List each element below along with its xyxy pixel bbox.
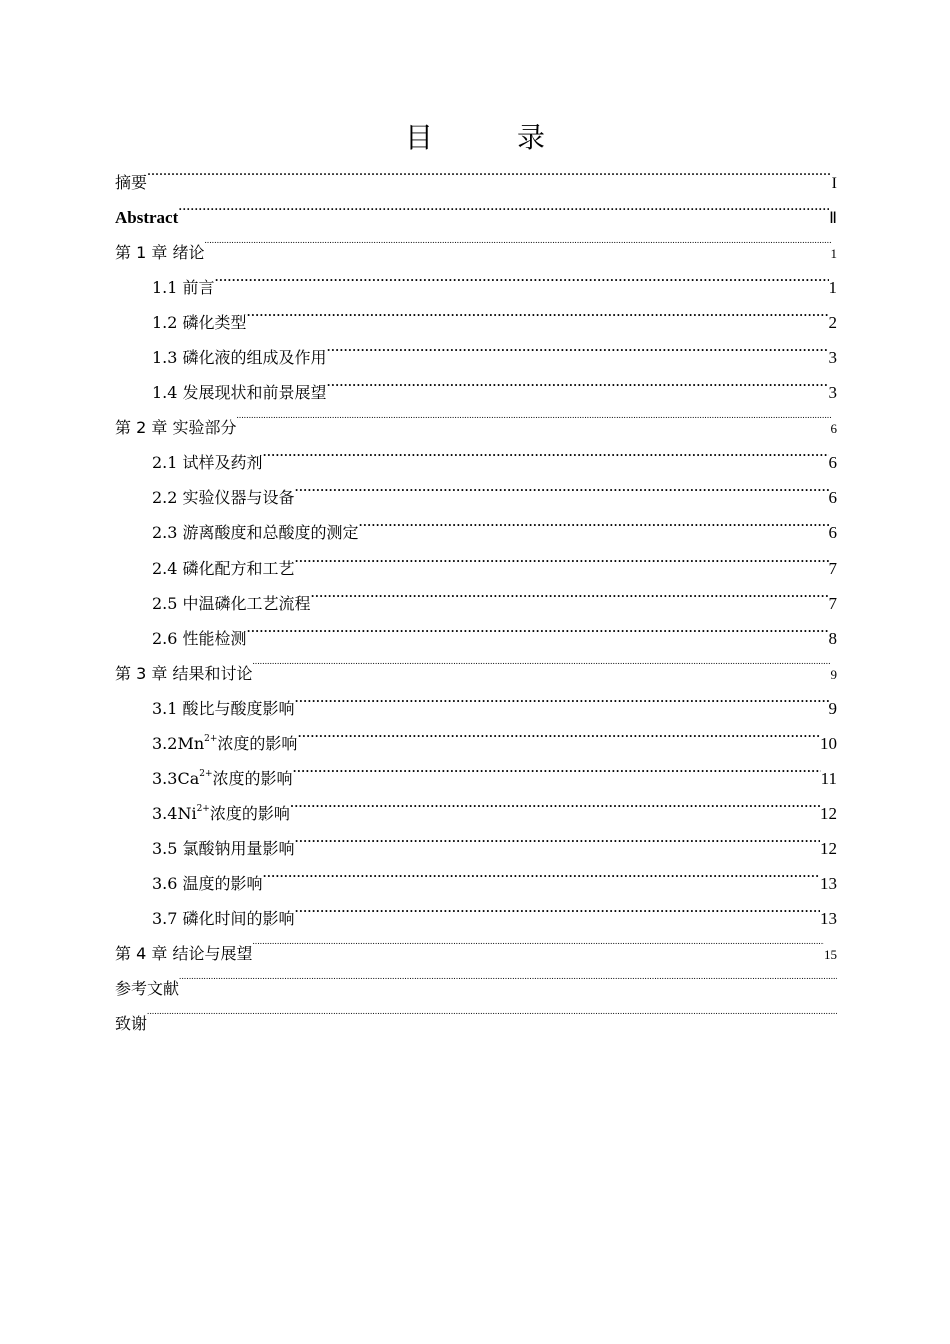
toc-entry-chapter-4[interactable] — [115, 936, 837, 971]
toc-entry-page: 12 — [820, 838, 837, 858]
label-suffix: 浓度的影响 — [217, 733, 298, 753]
toc-entry-label: 参考文献 — [115, 979, 180, 999]
label-suffix: 浓度的影响 — [209, 803, 290, 823]
toc-entry-3-4[interactable] — [115, 796, 837, 831]
dot-leader — [179, 974, 837, 994]
toc-entry-page: 9 — [828, 698, 837, 718]
ion-charge: 2+ — [204, 733, 218, 744]
toc-entry-label: 2.4 磷化配方和工艺 — [152, 558, 295, 578]
toc-entry-acknowledgements[interactable] — [115, 1006, 837, 1041]
dot-leader — [263, 869, 820, 889]
toc-entry-label: 第 3 章 结果和讨论 — [115, 663, 253, 683]
toc-entry-references[interactable] — [115, 971, 837, 1006]
toc-entry-label: 3.1 酸比与酸度影响 — [152, 698, 295, 718]
toc-entry-2-4[interactable] — [115, 551, 837, 586]
toc-entry-label: 2.5 中温磷化工艺流程 — [152, 593, 311, 613]
toc-entry-3-3[interactable] — [115, 761, 837, 796]
toc-entry-label: 3.5 氯酸钠用量影响 — [152, 838, 295, 858]
toc-entry-page: 6 — [828, 453, 837, 473]
toc-entry-page: 15 — [824, 947, 837, 963]
toc-entry-page: 3 — [828, 383, 837, 403]
label-prefix: 3.4Ni — [152, 803, 197, 823]
dot-leader — [263, 448, 829, 468]
toc-entry-page: 6 — [830, 421, 837, 437]
dot-leader — [204, 238, 830, 258]
toc-entry-label: 1.4 发展现状和前景展望 — [152, 383, 327, 403]
toc-entry-label — [152, 761, 293, 796]
toc-entry-page: 13 — [820, 908, 837, 928]
dot-leader — [147, 1009, 837, 1029]
dot-leader — [327, 378, 829, 398]
dot-leader — [295, 694, 829, 714]
toc-entry-page: 7 — [828, 593, 837, 613]
toc-entry-label: 1.2 磷化类型 — [152, 313, 247, 333]
toc-entry-2-6[interactable] — [115, 621, 837, 656]
toc-entry-label: Abstract — [115, 208, 179, 228]
toc-entry-2-3[interactable] — [115, 515, 837, 550]
toc-entry-label: 致谢 — [115, 1014, 148, 1034]
ion-charge: 2+ — [199, 768, 213, 779]
toc-entry-abstract-en[interactable] — [115, 200, 837, 235]
toc-entry-page: Ⅱ — [829, 210, 837, 228]
toc-entry-2-2[interactable] — [115, 480, 837, 515]
toc-entry-3-6[interactable] — [115, 866, 837, 901]
toc-entry-label: 2.2 实验仪器与设备 — [152, 488, 295, 508]
toc-entry-chapter-3[interactable] — [115, 656, 837, 691]
dot-leader — [359, 518, 829, 538]
dot-leader — [247, 308, 829, 328]
toc-entry-page: 7 — [828, 558, 837, 578]
toc-entry-3-2[interactable] — [115, 726, 837, 761]
label-prefix: 3.2Mn — [152, 733, 205, 753]
toc-entry-3-1[interactable] — [115, 691, 837, 726]
toc-entry-page: 1 — [828, 278, 837, 298]
dot-leader — [311, 589, 829, 609]
dot-leader — [178, 203, 829, 223]
toc-entry-1-4[interactable] — [115, 375, 837, 410]
toc-entry-page: 2 — [828, 313, 837, 333]
toc-entry-label: 第 4 章 结论与展望 — [115, 944, 253, 964]
toc-entry-1-3[interactable] — [115, 340, 837, 375]
toc-entry-label: 第 2 章 实验部分 — [115, 418, 237, 438]
dot-leader — [295, 483, 829, 503]
toc-entry-label: 2.1 试样及药剂 — [152, 453, 263, 473]
toc-entry-page: I — [831, 175, 837, 192]
toc-entry-chapter-2[interactable] — [115, 410, 837, 445]
toc-entry-label: 摘要 — [115, 173, 148, 192]
dot-leader — [252, 939, 824, 959]
dot-leader — [236, 413, 830, 433]
toc-entry-page: 12 — [820, 803, 837, 823]
dot-leader — [295, 834, 820, 854]
dot-leader — [293, 764, 821, 784]
toc-entry-page: 9 — [830, 666, 837, 682]
toc-entry-3-5[interactable] — [115, 831, 837, 866]
toc-entry-1-2[interactable] — [115, 305, 837, 340]
toc-entry-label: 3.6 温度的影响 — [152, 873, 263, 893]
toc-entry-page: 10 — [820, 733, 837, 753]
dot-leader — [295, 554, 829, 574]
toc-entry-page: 8 — [828, 628, 837, 648]
toc-entry-chapter-1[interactable] — [115, 235, 837, 270]
dot-leader — [297, 729, 820, 749]
dot-leader — [147, 168, 832, 188]
dot-leader — [327, 343, 829, 363]
label-suffix: 浓度的影响 — [212, 768, 293, 788]
toc-entry-2-1[interactable] — [115, 445, 837, 480]
toc-entry-label: 3.7 磷化时间的影响 — [152, 908, 295, 928]
toc-entry-page: 6 — [828, 488, 837, 508]
toc-entry-label: 2.6 性能检测 — [152, 628, 247, 648]
toc-entry-label — [152, 796, 290, 831]
dot-leader — [290, 799, 820, 819]
toc-entry-abstract-cn[interactable] — [115, 165, 837, 200]
toc-entry-label: 第 1 章 绪论 — [115, 243, 205, 263]
label-prefix: 3.3Ca — [152, 768, 200, 788]
toc-entry-label: 1.3 磷化液的组成及作用 — [152, 348, 327, 368]
toc-entry-label: 2.3 游离酸度和总酸度的测定 — [152, 523, 359, 543]
toc-entry-label: 1.1 前言 — [152, 278, 215, 298]
toc-entry-2-5[interactable] — [115, 586, 837, 621]
toc-entry-page: 11 — [820, 768, 837, 788]
toc-entry-page: 3 — [828, 348, 837, 368]
dot-leader — [215, 273, 829, 293]
dot-leader — [295, 904, 820, 924]
dot-leader — [247, 624, 829, 644]
toc-entry-page: 13 — [820, 873, 837, 893]
toc-entry-label — [152, 726, 297, 761]
toc-entry-1-1[interactable] — [115, 270, 837, 305]
toc-title: 目 录 — [404, 121, 573, 154]
toc-entry-page: 6 — [828, 523, 837, 543]
toc-list — [115, 165, 837, 1041]
toc-entry-page: 1 — [830, 246, 837, 262]
ion-charge: 2+ — [196, 803, 210, 814]
toc-entry-3-7[interactable] — [115, 901, 837, 936]
dot-leader — [252, 659, 830, 679]
